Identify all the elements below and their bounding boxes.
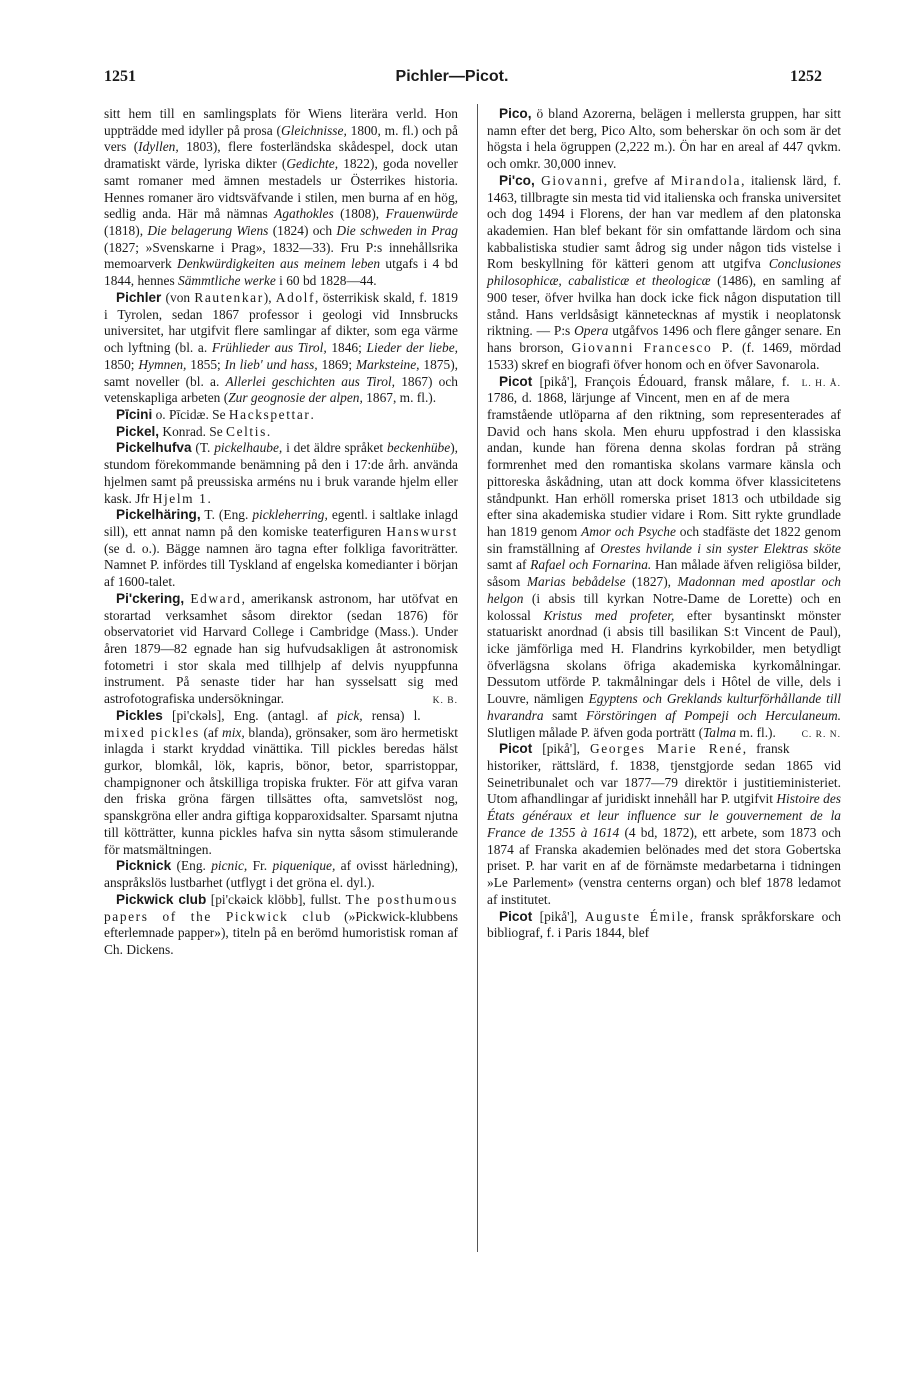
italic-term: picnic, <box>211 858 248 874</box>
italic-title: Lieder der liebe, <box>366 340 458 356</box>
page-header <box>0 68 904 92</box>
text-run: (1818), <box>104 223 148 239</box>
text-run: [pi'ckəls], Eng. (antagl. af <box>162 707 337 723</box>
entry-pickelharing <box>104 507 458 591</box>
italic-term: pickelhaube, <box>214 440 283 456</box>
text-run: , fransk språkforskare och bibliograf, f. i Paris 1844, blef <box>487 908 841 941</box>
entry-picknick <box>104 858 458 891</box>
text-run: . <box>310 406 314 422</box>
left-column <box>104 106 458 959</box>
text-run: 1846; <box>326 340 367 356</box>
text-run: (f. 1469, mördad 1533) skref en biografi öfver honom och en öfver Savonarola. <box>487 340 841 372</box>
text-run: i det äldre språket <box>282 440 387 456</box>
text-run: (1827; »Svenskarne i Prag», 1832—33). Fru P:s innehållsrika memoarverk <box>104 239 458 272</box>
text-run: (1808), <box>333 206 386 222</box>
entry-picot-auguste <box>487 909 841 942</box>
italic-title: Denkwürdigkeiten aus meinem leben <box>177 256 381 272</box>
italic-title: Talma <box>703 724 737 740</box>
italic-title: Die schweden in Prag <box>336 223 458 239</box>
text-run: i 60 bd 1828—44. <box>275 273 377 289</box>
text-run: (1486), en samling af 900 teser, öfver hvilka han dock icke fick någon disputation till stånd. Hans verldsåsigt kännetecknas af mystik i neoplatonsk riktning. — P:s <box>487 273 841 339</box>
spaced-name: Edward <box>190 590 242 606</box>
entry-pickel <box>104 424 458 441</box>
text-run: af ovisst härledning), anspråkslös lustbarhet (utflygt i det gröna el. dyl.). <box>104 858 459 891</box>
text-run: ), stundom förekommande benämning på den i 17:de årh. använda hjelmen samt på preussiska arméns nu i bruk varande hjelm eller kask. Jfr <box>104 440 458 506</box>
text-run: [pikå'], <box>532 908 585 924</box>
author-signature: K. B. <box>432 696 458 707</box>
italic-title: Sämmtliche werke <box>178 273 276 289</box>
headword: Picknick <box>116 858 172 874</box>
text-run: 1867, m. fl.). <box>362 390 437 406</box>
italic-title: Frühlieder aus Tirol, <box>211 340 327 356</box>
text-run: , italiensk lärd, f. 1463, tillbragte sin mesta tid vid italienska och franska universitet och dog 1494 i Florens, der han var medlem af den platonska akademien. Han blef bekant för sin omfattande lärdom och sina kabbalistiska studier samt ådrog sig under någon tids vistelse i Rom beskyllning för kätteri genom att utgifva <box>487 172 841 272</box>
text-run: [pikå'], François Édouard, fransk målare, f. 1786, d. 1868, lärjunge af Vincent, men en af de mera framstående utlöparna af den riktning, som representerades af David och hans skola. Men ehuru uppfostrad i den klassiska andan, kunde han förena denna skolas fordran på sträng formrenhet med den romantiska skolans varmare känsla och pittoreska åskådning, utan att dock komma öfver klassicitetens ståndpunkt. Han erhöll romerska priset 1813 och utbildade sig efter sina akademiska studier vidare i Rom. Sitt rykte grundlade han 1819 genom <box>487 373 841 539</box>
headword: Picot <box>499 908 533 924</box>
text-run: (af <box>199 724 223 740</box>
text-run: . <box>266 423 271 439</box>
cross-reference: Celtis <box>226 423 267 439</box>
text-run: Han målade äfven religiösa bilder, såsom <box>487 557 841 590</box>
page-number-left: 1251 <box>104 68 136 85</box>
entry-continuation <box>104 106 458 290</box>
text-run: blanda), grönsaker, som äro hermetiskt inlagda i starkt kryddad vinättika. Till pickles beredas hälst gurkor, blomkål, lök, kapris, bönor, betor, sparristoppar, champignoner och åtskilliga tropiska frukter. För att gifva varan den friska gröna färgen tillsättes ofta, samvetslöst nog, spanskgröna eller andra giftiga kopparoxidsalter. Sparsamt njutna till kötträtter, kunna pickles hafva sin nytta såsom stimulerande för matsmältningen. <box>104 724 459 857</box>
text-run: (von <box>161 289 195 305</box>
italic-title: Zur geognosie der alpen, <box>228 390 363 406</box>
italic-title: Histoire des États généraux et leur influence sur le gouvernement de la France de 1355 à 1614 <box>487 791 842 840</box>
text-run: (i absis till kyrkan Notre-Dame de Lorette) och en kolossal <box>487 590 841 623</box>
spaced-name: Auguste Émile <box>584 908 690 924</box>
headword: Pīcini <box>116 406 153 422</box>
entry-pickelhufva <box>104 440 458 507</box>
entry-pico-island <box>487 106 841 173</box>
author-signature: L. H. Å. <box>801 378 841 389</box>
italic-term: pick, <box>336 707 363 723</box>
spaced-term: mixed pickles <box>104 724 200 740</box>
italic-title: Opera <box>574 323 609 339</box>
spaced-title: The posthumous papers of the Pickwick club <box>104 891 458 924</box>
right-column <box>487 106 841 942</box>
italic-title: Die belagerung Wiens <box>147 223 269 239</box>
text-run: samt af <box>487 557 531 573</box>
headword: Pickelhäring, <box>116 507 201 523</box>
italic-title: Orestes hvilande i sin syster Elektras sköte <box>600 540 841 556</box>
italic-title: Amor och Psyche <box>581 523 676 539</box>
text-run: samt <box>543 707 586 723</box>
italic-title: Kristus med profeter, <box>543 607 675 623</box>
italic-title: Marksteine, <box>355 356 420 372</box>
entry-pickering <box>104 591 458 708</box>
text-run: . <box>207 490 211 506</box>
italic-title: Marias bebådelse <box>526 574 626 590</box>
headword: Pico, <box>499 106 532 121</box>
text-run: 1867) och vetenskapliga arbeten ( <box>104 373 458 406</box>
entry-picot-georges <box>487 741 841 908</box>
italic-title: Agathokles <box>274 206 334 222</box>
italic-title: Allerlei geschichten aus Tirol, <box>225 373 395 389</box>
text-run: T. (Eng. <box>200 507 253 523</box>
text-run: 1869; <box>317 356 356 372</box>
text-run: (»Pickwick-klubbens efterlemnade papper»), titeln på en berömd humoristisk roman af Ch. Dickens. <box>104 908 458 957</box>
headword: Picot <box>499 373 533 389</box>
italic-term: beckenhübe <box>386 440 451 456</box>
text-run: efter bysantinskt mönster statuariskt anordnad (i absis till basilikan S:t Vincent de Paul), icke jämförliga med H. Flandrins kyrkobilder, men betydligt öfverlägsna skolans öfriga akademiska kyrkomålningar. Dessutom utförde P. takmålningar dels i Hôtel de ville, dels i Louvre, nämligen <box>487 607 841 707</box>
italic-title: Hymnen, <box>138 356 187 372</box>
text-run: 1855; <box>186 356 225 372</box>
entry-pickwick-club <box>104 892 458 959</box>
text-run: (Eng. <box>171 858 212 874</box>
column-divider <box>477 104 478 1252</box>
page-number-right: 1252 <box>790 68 822 85</box>
cross-reference: Hackspettar <box>228 406 311 422</box>
text-run: sitt hem till en samlingsplats för Wiens literära verld. Hon uppträdde med idyller på prosa ( <box>104 106 458 138</box>
italic-title: Gleichnisse, <box>280 122 347 138</box>
italic-title: Egyptens och Greklands kulturförhållande till hvarandra <box>487 691 841 723</box>
headword: Pickles <box>116 707 163 723</box>
spaced-name: Georges Marie René <box>590 741 743 757</box>
entry-picot-francois <box>487 374 841 742</box>
author-signature: C. R. N. <box>801 729 841 740</box>
italic-title: Förstöringen af Pompeji och Herculaneum. <box>585 707 841 723</box>
text-run: 1822), goda noveller samt romaner med ämnen mestadels ur Österrikes historia. Hennes romaner äro vidtsväfvande i stilen, men burna af en hög, sedlig anda. Här må nämnas <box>104 156 458 222</box>
text-run: 1875), samt noveller (bl. a. <box>104 356 459 389</box>
cross-reference: Hanswurst <box>386 523 458 539</box>
italic-title: Conclusiones philosophicæ, cabalisticæ et theologicæ <box>487 256 841 289</box>
headword: Pichler <box>116 289 162 305</box>
spaced-name: Giovanni <box>541 172 604 188</box>
italic-title: Rafael och Fornarina. <box>530 557 652 573</box>
spaced-name: Giovanni Francesco P. <box>571 340 735 356</box>
text-run: [pikå'], <box>532 741 591 757</box>
text-run: rensa) l. <box>362 707 421 723</box>
text-run: (T. <box>191 440 215 456</box>
text-run: Fr. <box>247 858 273 874</box>
running-title: Pichler—Picot. <box>395 68 509 85</box>
italic-term: pickleherring, <box>252 507 328 523</box>
italic-title: Idyllen, <box>138 139 179 155</box>
italic-term: mix, <box>222 724 245 740</box>
text-run: utgafs i 4 bd 1844, hennes <box>104 256 458 289</box>
text-run: Konrad. Se <box>159 423 227 439</box>
spaced-name: Mirandola <box>670 172 742 188</box>
text-run: o. Pīcidæ. Se <box>152 406 229 422</box>
text-run: egentl. i saltlake inlagd sill), ett annat namn på den komiske teaterfiguren <box>104 507 458 539</box>
text-run: Slutligen målade P. äfven goda porträtt ( <box>487 724 704 740</box>
entry-pichler-adolf <box>104 290 458 407</box>
text-run: , amerikansk astronom, har utöfvat en storartad verksamhet såsom direktor (sedan 1876) för observatoriet vid Harvard College i Cambridge (Mass.). Under åren 1879—82 egnade han sig hufvudsakligen åt astronomisk fotometri i stor skala med tillhjelp af delvis nyuppfunna instrument. På senaste tider har han sysselsatt sig med astrofotografiska undersökningar. <box>104 590 458 707</box>
text-run: utgåfvos 1496 och flere gånger senare. En hans brorson, <box>487 323 842 356</box>
italic-title: Gedichte, <box>286 156 339 172</box>
italic-title: Frauenwürde <box>385 206 458 222</box>
text-run: m. fl.). <box>736 724 776 740</box>
text-run: , grefve af <box>603 172 671 188</box>
text-run: (1824) och <box>268 223 337 239</box>
text-run: 1850; <box>104 356 139 372</box>
italic-title: In lieb' und hass, <box>224 356 318 372</box>
headword: Pickel, <box>116 423 160 439</box>
headword: Picot <box>499 741 533 757</box>
text-run: ), <box>263 289 276 305</box>
text-run: [pi'ckəick klöbb], fullst. <box>206 891 346 907</box>
entry-pickles <box>104 708 458 858</box>
text-run: 1803), flere fosterländska skådespel, dock utan dramatiskt värde, lyriska dikter ( <box>104 139 458 172</box>
text-run: 1800, m. fl.) och på vers ( <box>104 122 458 155</box>
headword: Pickelhufva <box>116 440 192 456</box>
headword: Pi'co, <box>499 172 535 188</box>
text-run: (1827), <box>625 574 678 590</box>
text-run: och stadfäste det 1822 genom sin framställning af <box>487 523 841 556</box>
text-run: (se d. o.). Bägge namnen äro tagna efter folkliga favoriträtter. Namnet P. infördes till Tyskland af engelska komedianter i början af 1600-talet. <box>104 540 458 590</box>
headword: Pickwick club <box>116 891 207 907</box>
spaced-name: Adolf <box>275 289 316 305</box>
italic-term: piquenique, <box>272 858 336 874</box>
italic-title: Madonnan med apostlar och helgon <box>487 574 842 606</box>
text-run: ö bland Azorerna, belägen i mellersta gruppen, har sitt namn efter det berg, Pico Alto, som beherskar ön och som är det högsta i hela ögruppen (2,222 m.). Ön har en areal af 447 qvkm. och omkr. 30,000 innev. <box>487 106 841 172</box>
text-run: , österrikisk skald, f. 1819 i Tyrolen, sedan 1867 professor i geologi vid Innsbrucks universitet, har utgifvit flere samlingar af dikter, som ega värme och lyftning (bl. a. <box>104 289 458 356</box>
cross-reference: Hjelm 1 <box>152 490 208 506</box>
headword: Pi'ckering, <box>116 590 185 606</box>
entry-picini <box>104 407 458 424</box>
text-run: (4 bd, 1872), ett arbete, som 1873 och 1874 af Franska akademien belönades med det stora Gobertska priset. P. har varit en af de förnämste medarbetarna i tidningen »Le Parlement» (venstra centerns organ) och blef 1878 ledamot af institutet. <box>487 824 841 907</box>
text-run: , fransk historiker, rättslärd, f. 1838, tjenstgjorde sedan 1865 vid Seinetribunalet och var 1877—79 direktör i justitieministeriet. Utom afhandlingar af juridiskt innehåll har P. utgifvit <box>487 741 841 807</box>
spaced-name: Rautenkar <box>194 289 264 305</box>
